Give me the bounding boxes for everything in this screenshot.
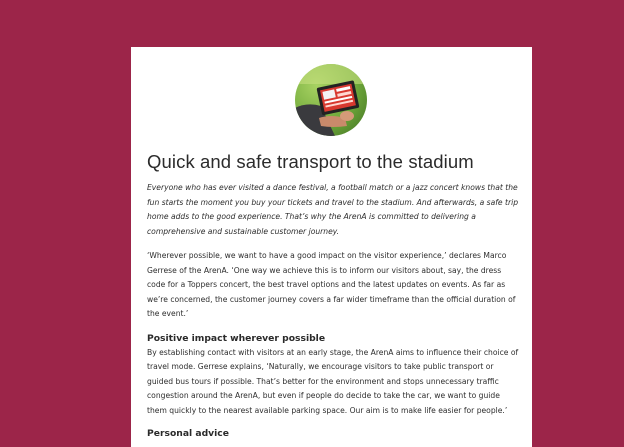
article-paragraph: ‘Wherever possible, we want to have a good impact on the visitor experience,’ declares Marco Gerrese of the ArenA. ‘One way we achieve this is to inform our visitors about, say, the dress code for a Toppers concert, the best travel options and the latest updates on events. As far as we’re concerned, the customer journey covers a far wider timeframe than the official duration of the event.’ [147, 251, 516, 318]
article-body [147, 181, 519, 441]
tablet-photo-icon [295, 64, 367, 136]
article-card [131, 47, 532, 447]
article-intro: Everyone who has ever visited a dance festival, a football match or a jazz concert knows that the fun starts the moment you buy your tickets and travel to the stadium. And afterwards, a safe trip home adds to the good experience. That’s why the ArenA is committed to delivering a comprehensive and sustainable customer journey. [147, 183, 519, 236]
article-photo [295, 64, 367, 136]
article-title: Quick and safe transport to the stadium [147, 151, 474, 172]
section-heading: Personal advice [147, 428, 229, 439]
section-heading: Positive impact wherever possible [147, 332, 326, 344]
article-paragraph: By establishing contact with visitors at an early stage, the ArenA aims to influence their choice of travel mode. Gerrese explains, ‘Naturally, we encourage visitors to take public transport or guided bus tours if possible. That’s better for the environment and stops unnecessary traffic congestion around the ArenA, but even if people do decide to take the car, we want to guide them quickly to the nearest available parking space. Our aim is to make life easier for people.’ [147, 347, 519, 415]
